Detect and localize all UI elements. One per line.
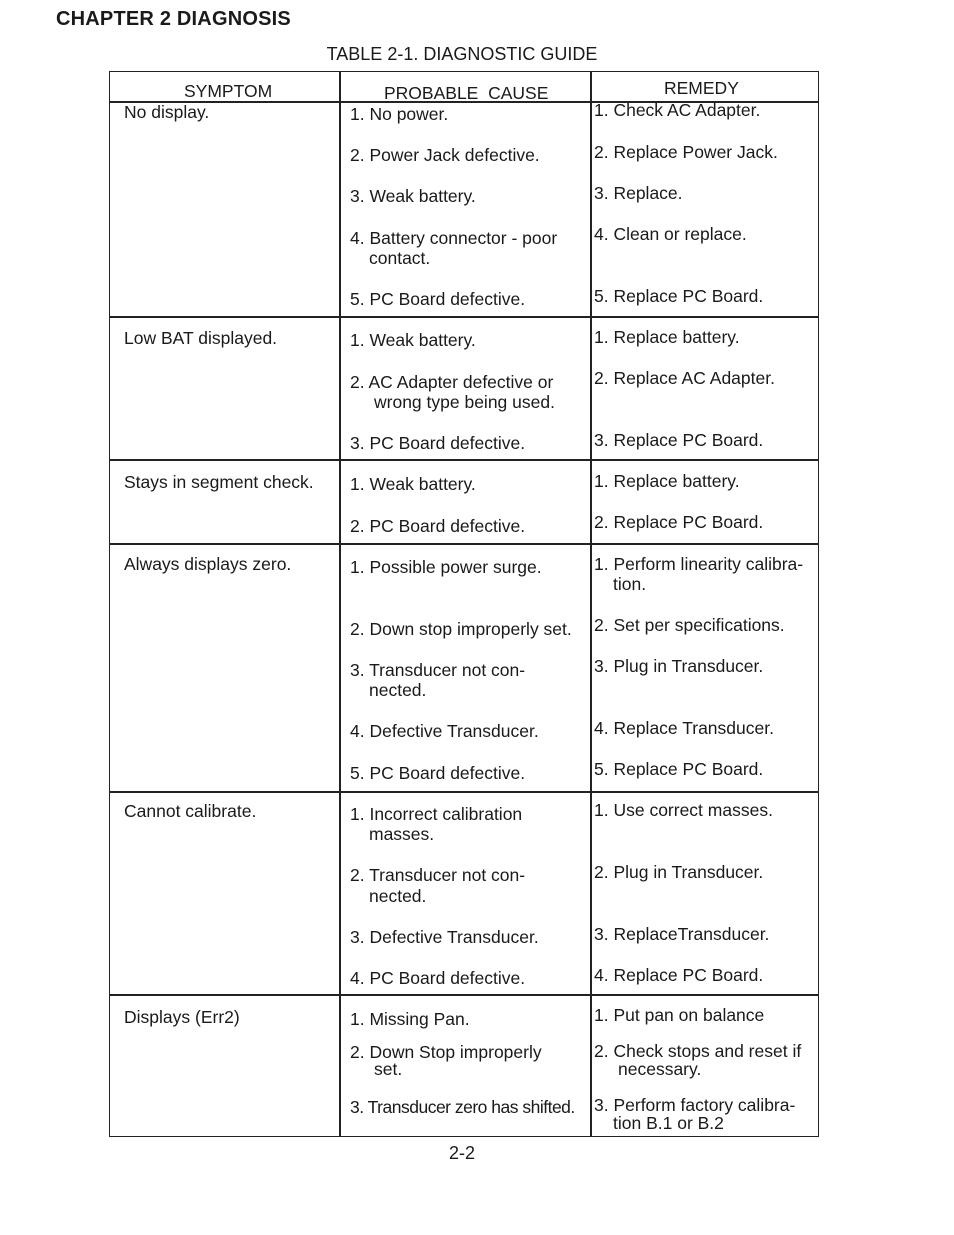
cause-item: 5. PC Board defective.	[350, 289, 526, 309]
symptom-cell: Stays in segment check.	[124, 472, 314, 492]
cause-item: 2. Power Jack defective.	[350, 145, 540, 165]
row-divider	[110, 316, 818, 318]
cause-item-continuation: nected.	[369, 680, 427, 700]
cause-item: 1. Possible power surge.	[350, 557, 542, 577]
remedy-item: 1. Use correct masses.	[594, 800, 773, 820]
cause-item: 2. PC Board defective.	[350, 516, 526, 536]
cause-item-continuation: wrong type being used.	[374, 392, 555, 412]
remedy-item: 1. Put pan on balance	[594, 1005, 765, 1025]
symptom-cell: Cannot calibrate.	[124, 801, 257, 821]
cause-item: 1. Weak battery.	[350, 474, 476, 494]
table-title: TABLE 2-1. DIAGNOSTIC GUIDE	[326, 44, 598, 64]
remedy-item: 5. Replace PC Board.	[594, 286, 764, 306]
remedy-item-continuation: tion.	[613, 574, 647, 594]
remedy-item: 4. Clean or replace.	[594, 224, 747, 244]
remedy-item: 2. Set per specifications.	[594, 615, 785, 635]
remedy-item: 3. Perform factory calibra-	[594, 1095, 796, 1115]
row-divider	[110, 543, 818, 545]
remedy-item: 3. Replace.	[594, 183, 683, 203]
cause-item: 3. Transducer not con-	[350, 660, 526, 680]
remedy-item: 1. Replace battery.	[594, 471, 740, 491]
remedy-item: 4. Replace PC Board.	[594, 965, 764, 985]
cause-item: 1. Missing Pan.	[350, 1009, 470, 1029]
remedy-item: 3. Replace PC Board.	[594, 430, 764, 450]
cause-item-continuation: contact.	[369, 248, 431, 268]
header-symptom: SYMPTOM	[184, 81, 273, 101]
page-number: 2-2	[448, 1143, 475, 1163]
cause-item: 1. Weak battery.	[350, 330, 476, 350]
cause-item: 3. Defective Transducer.	[350, 927, 539, 947]
header-remedy: REMEDY	[664, 78, 739, 98]
cause-item: 4. PC Board defective.	[350, 968, 526, 988]
column-divider	[590, 72, 592, 1136]
remedy-item: 2. Plug in Transducer.	[594, 862, 764, 882]
cause-item: 2. AC Adapter defective or	[350, 372, 554, 392]
remedy-item: 3. Plug in Transducer.	[594, 656, 764, 676]
row-divider	[110, 791, 818, 793]
symptom-cell: Displays (Err2)	[124, 1007, 240, 1027]
cause-item: 3. Transducer zero has shifted.	[350, 1097, 575, 1117]
remedy-item: 1. Perform linearity calibra-	[594, 554, 804, 574]
remedy-item: 2. Check stops and reset if	[594, 1041, 802, 1061]
symptom-cell: No display.	[124, 102, 210, 122]
remedy-item: 2. Replace AC Adapter.	[594, 368, 775, 388]
cause-item: 3. PC Board defective.	[350, 433, 526, 453]
cause-item-continuation: set.	[374, 1059, 403, 1079]
cause-item: 4. Defective Transducer.	[350, 721, 539, 741]
remedy-item: 3. ReplaceTransducer.	[594, 924, 770, 944]
remedy-item-continuation: necessary.	[618, 1059, 702, 1079]
chapter-heading: CHAPTER 2 DIAGNOSIS	[56, 8, 291, 30]
column-divider	[339, 72, 341, 1136]
cause-item: 1. No power.	[350, 104, 449, 124]
cause-item: 2. Transducer not con-	[350, 865, 526, 885]
remedy-item: 4. Replace Transducer.	[594, 718, 774, 738]
cause-item: 3. Weak battery.	[350, 186, 476, 206]
remedy-item: 2. Replace PC Board.	[594, 512, 764, 532]
cause-item: 2. Down Stop improperly	[350, 1042, 542, 1062]
cause-item-continuation: masses.	[369, 824, 435, 844]
remedy-item: 1. Check AC Adapter.	[594, 100, 761, 120]
remedy-item: 1. Replace battery.	[594, 327, 740, 347]
row-divider	[110, 459, 818, 461]
remedy-item: 2. Replace Power Jack.	[594, 142, 778, 162]
remedy-item: 5. Replace PC Board.	[594, 759, 764, 779]
cause-item: 4. Battery connector - poor	[350, 228, 558, 248]
cause-item: 1. Incorrect calibration	[350, 804, 523, 824]
cause-item-continuation: nected.	[369, 886, 427, 906]
symptom-cell: Low BAT displayed.	[124, 328, 278, 348]
cause-item: 2. Down stop improperly set.	[350, 619, 572, 639]
remedy-item-continuation: tion B.1 or B.2	[613, 1113, 724, 1133]
diagnostic-table	[109, 71, 819, 1137]
symptom-cell: Always displays zero.	[124, 554, 292, 574]
cause-item: 5. PC Board defective.	[350, 763, 526, 783]
header-cause: PROBABLE CAUSE	[384, 83, 549, 103]
row-divider	[110, 994, 818, 996]
